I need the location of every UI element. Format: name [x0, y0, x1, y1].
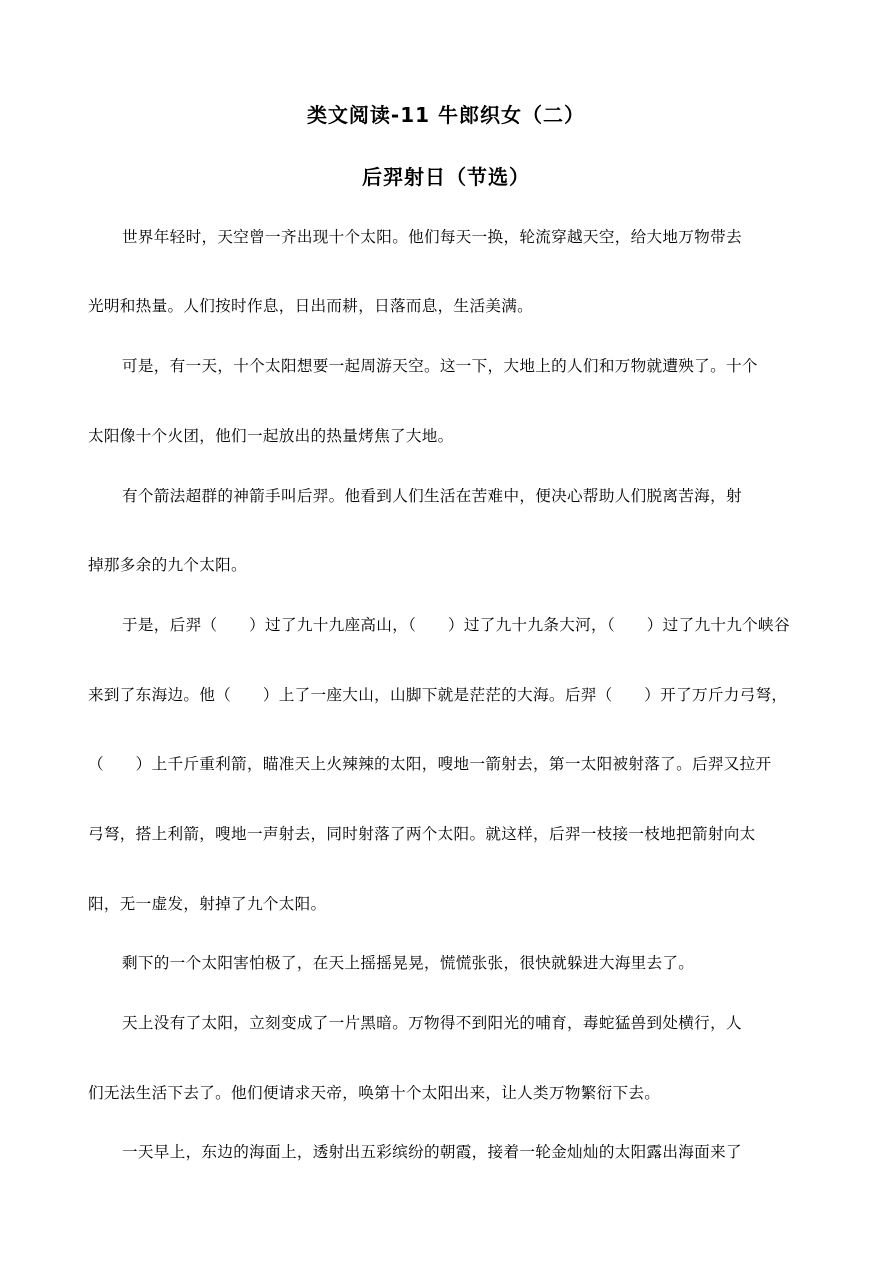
text-line: 世界年轻时，天空曾一齐出现十个太阳。他们每天一换，轮流穿越天空，给大地万物带去 — [122, 228, 742, 246]
text-line: 阳，无一虚发，射掉了九个太阳。 — [88, 895, 327, 913]
text-line: 可是，有一天，十个太阳想要一起周游天空。这一下，大地上的人们和万物就遭殃了。十个 — [122, 357, 758, 375]
text-line: 有个箭法超群的神箭手叫后羿。他看到人们生活在苦难中，便决心帮助人们脱离苦海，射 — [122, 487, 742, 505]
text-line: 于是，后羿（ ）过了九十九座高山，（ ）过了九十九条大河，（ ）过了九十九个峡谷 — [122, 616, 790, 634]
text-line: 剩下的一个太阳害怕极了，在天上摇摇晃晃，慌慌张张，很快就躲进大海里去了。 — [122, 954, 695, 972]
section-title: 后羿射日（节选） — [362, 165, 530, 189]
text-line: 来到了东海边。他（ ）上了一座大山，山脚下就是茫茫的大海。后羿（ ）开了万斤力弓弩， — [88, 686, 788, 704]
text-line: 光明和热量。人们按时作息，日出而耕，日落而息，生活美满。 — [88, 297, 534, 315]
text-line: 们无法生活下去了。他们便请求天帝，唤第十个太阳出来，让人类万物繁衍下去。 — [88, 1084, 661, 1102]
text-line: 掉那多余的九个太阳。 — [88, 556, 247, 574]
text-line: 太阳像十个火团，他们一起放出的热量烤焦了大地。 — [88, 427, 454, 445]
text-line: 一天早上，东边的海面上，透射出五彩缤纷的朝霞，接着一轮金灿灿的太阳露出海面来了 — [122, 1143, 742, 1161]
page-title: 类文阅读-11 牛郎织女（二） — [306, 103, 586, 127]
text-line: 天上没有了太阳，立刻变成了一片黑暗。万物得不到阳光的哺育，毒蛇猛兽到处横行，人 — [122, 1014, 742, 1032]
text-line: （ ）上千斤重利箭，瞄准天上火辣辣的太阳，嗖地一箭射去，第一太阳被射落了。后羿又拉开 — [88, 755, 772, 773]
text-line: 弓弩，搭上利箭，嗖地一声射去，同时射落了两个太阳。就这样，后羿一枝接一枝地把箭射向太 — [88, 825, 756, 843]
